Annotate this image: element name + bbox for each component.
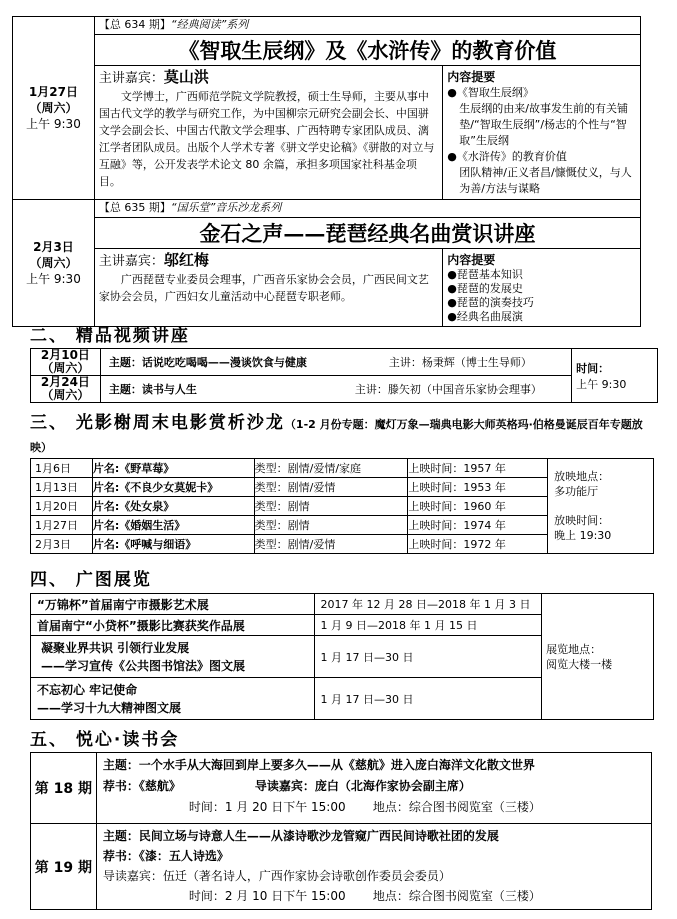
film-row-type: 类型：剧情/爱情 [254,478,408,497]
lecture-table [12,16,641,327]
section-3-subheading: （1-2 月份专题：魔灯万象—瑞典电影大师英格玛·伯格曼诞辰百年专题放映） [30,418,643,454]
exhibition-row-title-line1: 不忘初心 牢记使命 [37,682,138,697]
lecture-1-content-item: 生辰纲的由来/故事发生前的有关铺垫/“智取生辰纲”/杨志的个性与“智取”生辰纲 [459,102,628,147]
reading-period: 第 18 期 [31,753,97,824]
reading-time: 时间：2 月 10 日下午 15:00 [188,889,346,903]
video-time-cell [572,349,658,403]
video-row-2-weekday: （周六） [41,388,90,402]
lecture-2-series [94,200,640,218]
film-row-date: 2月3日 [31,535,93,554]
reading-place: 地点：综合图书阅览室（三楼） [372,889,541,903]
lecture-1-datetime [13,17,95,200]
lecture-2-time: 上午 9:30 [26,272,81,286]
film-row-name: 片名:《不良少女莫妮卡》 [92,478,254,497]
video-row-1-date [31,349,101,376]
reading-details [96,753,651,824]
exhibition-table [30,593,654,720]
lecture-1-content-item: ●《水浒传》的教育价值 [447,150,567,163]
exhibition-row-title [31,678,315,720]
lecture-2-bio: 广西琵琶专业委员会理事，广西音乐家协会会员，广西民间文艺家协会会员，广西妇女儿童活动中心琵琶专职老师。 [98,273,429,303]
lecture-1-weekday: （周六） [29,101,78,115]
lecture-2-series-period: 【总 635 期】 [98,201,171,214]
exhibition-row-title: 首届南宁“小贷杯”摄影比赛获奖作品展 [31,615,315,636]
lecture-1-series-period: 【总 634 期】 [98,18,171,31]
lecture-1-speaker-label: 主讲嘉宾： [98,71,164,86]
reading-topic: 主题：一个水手从大海回到岸上要多久——从《慈航》进入庞白海洋文化散文世界 [102,758,535,772]
video-row-2-speaker: 主讲：滕矢初（中国音乐家协会理事） [354,383,542,396]
lecture-1-speaker-cell [94,66,442,200]
exhibition-row-title: “万锦杯”首届南宁市摄影艺术展 [31,594,315,615]
reading-details [96,824,651,910]
lecture-2-content-item: ●经典名曲展演 [447,310,523,323]
film-row-name: 片名:《婚姻生活》 [92,516,254,535]
video-row-1-date-text: 2月10日 [40,348,90,362]
reading-guest: 导读嘉宾：伍迁（著名诗人，广西作家协会诗歌创作委员会委员） [102,869,451,883]
film-row-name: 片名:《呼喊与细语》 [92,535,254,554]
film-row-year: 上映时间：1957 年 [408,459,548,478]
film-row-year: 上映时间：1953 年 [408,478,548,497]
reading-book: 荐书：《漆：五人诗选》 [102,849,229,863]
video-time-value: 上午 9:30 [576,377,627,391]
film-row-type: 类型：剧情 [254,516,408,535]
lecture-1-content-item: ●《智取生辰纲》 [447,86,534,99]
lecture-2-title: 金石之声——琵琶经典名曲赏识讲座 [94,218,640,249]
exhibition-location-cell [542,594,654,720]
lecture-2-speaker: 邬红梅 [163,251,209,269]
section-4-heading: 四、 广图展览 [30,570,152,590]
video-time-label: 时间： [576,361,610,375]
exhibition-location-label: 展览地点： [546,642,602,656]
lecture-1-content-cell [443,66,641,200]
video-row-1-weekday: （周六） [41,361,90,375]
reading-place: 地点：综合图书阅览室（三楼） [372,800,541,814]
lecture-1-time: 上午 9:30 [26,117,81,131]
exhibition-row-date: 1 月 9 日—2018 年 1 月 15 日 [314,615,542,636]
lecture-2-content-item: ●琵琶的发展史 [447,282,523,295]
reading-topic: 主题：民间立场与诗意人生——从漆诗歌沙龙管窥广西民间诗歌社团的发展 [102,829,499,843]
exhibition-row-title-line2: ——学习十九大精神图文展 [37,700,182,715]
reading-book: 荐书：《慈航》 [102,779,181,793]
lecture-2-date: 2月3日 [33,240,74,254]
exhibition-row-title [31,636,315,678]
video-row-2-date [31,376,101,403]
video-row-2-date-text: 2月24日 [40,375,90,389]
film-row-name: 片名:《野草莓》 [92,459,254,478]
video-row-1-topic: 主题：话说吃吃喝喝——漫谈饮食与健康 [108,356,307,369]
lecture-1-speaker: 莫山洪 [163,68,209,86]
film-row-date: 1月6日 [31,459,93,478]
lecture-2-speaker-label: 主讲嘉宾： [98,254,164,269]
film-row-type: 类型：剧情/爱情/家庭 [254,459,408,478]
film-row-name: 片名:《处女泉》 [92,497,254,516]
lecture-1-content-label: 内容提要 [447,70,496,84]
exhibition-row-date: 2017 年 12 月 28 日—2018 年 1 月 3 日 [314,594,542,615]
film-time-value: 晚上 19:30 [554,529,612,542]
video-row-2-topic: 主题：读书与人生 [108,383,197,396]
reading-time: 时间：1 月 20 日下午 15:00 [188,800,346,814]
lecture-1-title: 《智取生辰纲》及《水浒传》的教育价值 [94,35,640,66]
lecture-1-date: 1月27日 [28,85,78,99]
exhibition-row-date: 1 月 17 日—30 日 [314,636,542,678]
exhibition-row-title-line2: ——学习宣传《公共图书馆法》图文展 [41,658,246,673]
film-row-type: 类型：剧情 [254,497,408,516]
lecture-2-speaker-cell [94,249,442,327]
lecture-2-weekday: （周六） [29,256,78,270]
section-3-heading: 三、 光影榭周末电影赏析沙龙 [30,413,285,433]
film-row-date: 1月20日 [31,497,93,516]
lecture-2-content-item: ●琵琶的演奏技巧 [447,296,534,309]
lecture-1-series [94,17,640,35]
video-lecture-table [30,348,658,403]
lecture-2-series-name: “国乐堂”音乐沙龙系列 [170,201,282,214]
film-info-cell [548,459,654,554]
exhibition-row-title-line1: 凝聚业界共识 引领行业发展 [41,640,190,655]
film-location-value: 多功能厅 [554,485,599,498]
lecture-1-series-name: “经典阅读”系列 [170,18,249,31]
lecture-1-content-item: 团队精神/正义者昌/慷慨仗义，与人为善/方法与谋略 [459,166,632,195]
section-2-heading: 二、 精品视频讲座 [30,326,190,346]
reading-period: 第 19 期 [31,824,97,910]
film-location-label: 放映地点： [554,470,610,483]
section-3-header [30,412,650,459]
film-row-date: 1月27日 [31,516,93,535]
lecture-1-bio: 文学博士，广西师范学院文学院教授，硕士生导师，主要从事中国古代文学的教学与研究工作，为中国柳宗元研究会副会长、中国骈文学会副会长、中国古代散文学会理事、广西特聘专家团队成员、漓江学者团队成员。出版个人学术专著《骈文学史论稿》《骈散的对立与互融》等，公开发表学术论文 80 余篇，承担多项国家社科基金项目。 [98,90,435,188]
exhibition-row-date: 1 月 17 日—30 日 [314,678,542,720]
reading-guest: 导读嘉宾：庞白（北海作家协会副主席） [254,779,471,793]
lecture-2-content-cell [443,249,641,327]
lecture-2-datetime [13,200,95,327]
film-row-date: 1月13日 [31,478,93,497]
film-row-year: 上映时间：1974 年 [408,516,548,535]
film-row-year: 上映时间：1960 年 [408,497,548,516]
film-row-year: 上映时间：1972 年 [408,535,548,554]
exhibition-location-value: 阅览大楼一楼 [546,657,613,671]
lecture-2-content-label: 内容提要 [447,253,496,267]
reading-club-table [30,752,652,910]
film-table [30,458,654,554]
video-row-1-info [100,349,571,376]
lecture-2-content-item: ●琵琶基本知识 [447,268,523,281]
section-5-heading: 五、 悦心·读书会 [30,730,180,750]
video-row-2-info [100,376,571,403]
film-time-label: 放映时间： [554,514,610,527]
video-row-1-speaker: 主讲：杨秉辉（博士生导师） [388,356,532,369]
film-row-type: 类型：剧情/爱情 [254,535,408,554]
